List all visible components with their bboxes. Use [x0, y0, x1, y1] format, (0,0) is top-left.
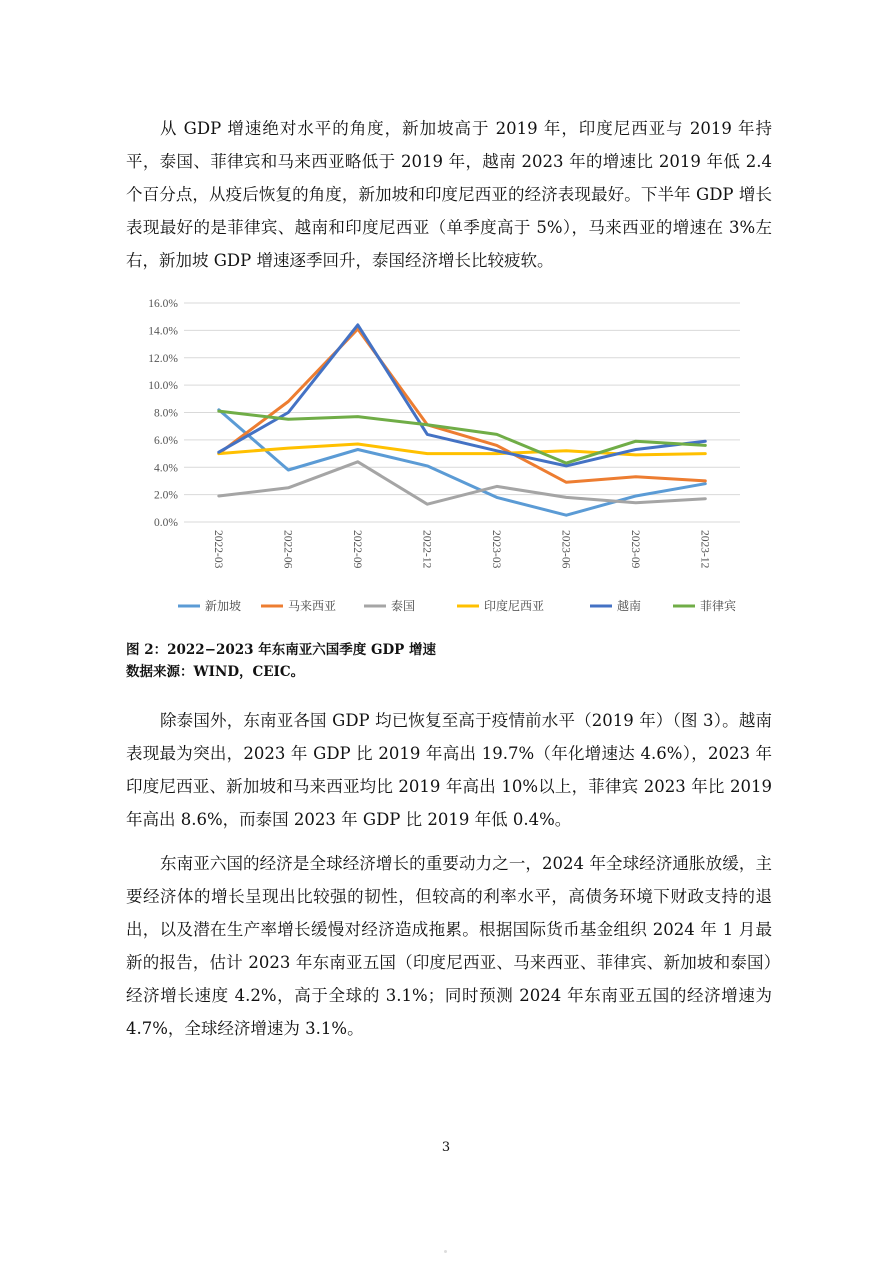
y-tick-label: 0.0% — [154, 517, 178, 529]
series-line — [219, 325, 706, 466]
figure-caption: 图 2：2022−2023 年东南亚六国季度 GDP 增速 — [126, 642, 437, 658]
x-tick-label: 2022-12 — [420, 530, 433, 569]
x-tick-label: 2023-09 — [628, 530, 641, 569]
series-line — [219, 410, 706, 515]
series-line — [219, 329, 706, 482]
x-tick-label: 2022-03 — [211, 530, 224, 569]
y-tick-label: 6.0% — [154, 434, 178, 447]
legend-label: 新加坡 — [205, 599, 242, 613]
data-source: 数据来源：WIND，CEIC。 — [126, 664, 305, 680]
page-number: 3 — [441, 1140, 451, 1155]
footer-dot — [444, 1250, 447, 1253]
x-tick-label: 2022-09 — [350, 530, 363, 569]
x-tick-label: 2022-06 — [281, 530, 294, 569]
y-tick-label: 10.0% — [148, 380, 178, 393]
paragraph-recovery: 除泰国外，东南亚各国 GDP 均已恢复至高于疫情前水平（2019 年）（图 3）。越南表现最为突出，2023 年 GDP 比 2019 年高出 19.7%（年化增速达 4.6%），2023 年印度尼西亚、新加坡和马来西亚均比 2019 年高出 10%以上，菲律宾 2023 年比 2019 年高出 8.6%，而泰国 2023 年 GDP 比 2019 年低 0.4%。 — [126, 711, 772, 829]
legend-label: 越南 — [617, 599, 642, 613]
x-tick-label: 2023-06 — [559, 530, 572, 569]
x-tick-label: 2023-12 — [698, 530, 711, 569]
y-tick-label: 8.0% — [154, 407, 178, 420]
y-tick-label: 16.0% — [148, 298, 178, 310]
y-tick-label: 2.0% — [154, 489, 178, 502]
paragraph-gdp-growth: 从 GDP 增速绝对水平的角度，新加坡高于 2019 年，印度尼西亚与 2019 年持平，泰国、菲律宾和马来西亚略低于 2019 年，越南 2023 年的增速比 2019 年低 2.4 个百分点，从疫后恢复的角度，新加坡和印度尼西亚的经济表现最好。下半年 GDP 增长表现最好的是菲律宾、越南和印度尼西亚（单季度高于 5%），马来西亚的增速在 3%左右，新加坡 GDP 增速逐季回升，泰国经济增长比较疲软。 — [126, 119, 772, 270]
chart-svg — [126, 288, 756, 628]
y-tick-label: 4.0% — [154, 462, 178, 475]
paragraph-outlook: 东南亚六国的经济是全球经济增长的重要动力之一，2024 年全球经济通胀放缓，主要经济体的增长呈现出比较强的韧性，但较高的利率水平，高债务环境下财政支持的退出，以及潜在生产率增长缓慢对经济造成拖累。根据国际货币基金组织 2024 年 1 月最新的报告，估计 2023 年东南亚五国（印度尼西亚、马来西亚、菲律宾、新加坡和泰国）经济增长速度 4.2%，高于全球的 3.1%；同时预测 2024 年东南亚五国的经济增速为 4.7%，全球经济增速为 3.1%。 — [126, 854, 772, 1038]
gdp-growth-chart — [126, 288, 756, 628]
legend-label: 菲律宾 — [700, 599, 737, 613]
legend-label: 印度尼西亚 — [484, 599, 545, 613]
x-tick-label: 2023-03 — [489, 530, 502, 569]
y-tick-label: 14.0% — [148, 325, 178, 338]
legend-label: 马来西亚 — [288, 599, 337, 613]
y-tick-label: 12.0% — [148, 352, 178, 365]
legend-label: 泰国 — [391, 599, 416, 613]
